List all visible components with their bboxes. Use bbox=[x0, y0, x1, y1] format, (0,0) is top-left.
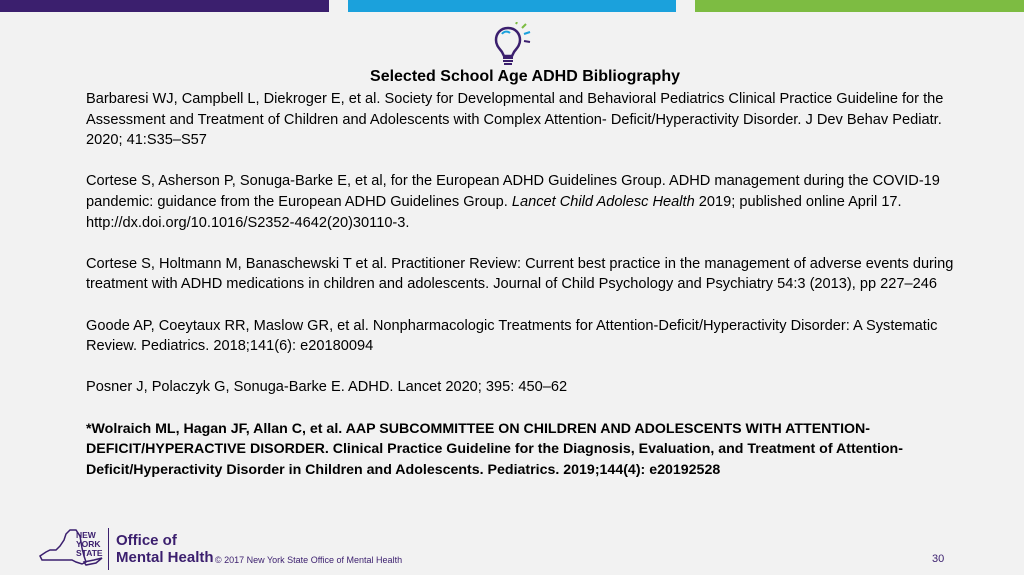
header-bar-blue bbox=[348, 0, 676, 12]
page-title: Selected School Age ADHD Bibliography bbox=[370, 68, 680, 85]
bibliography-entry: Barbaresi WJ, Campbell L, Diekroger E, et al. Society for Developmental and Behavioral Pediatrics Clinical Practice Guideline for the Assessment and Treatment of Children and Adolescents with Complex Attention- Deficit/Hyperactivity Disorder. J Dev Behav Pediatr. 2020; 41:S35–S57 bbox=[86, 91, 944, 149]
bibliography-entry-featured: *Wolraich ML, Hagan JF, Allan C, et al. AAP SUBCOMMITTEE ON CHILDREN AND ADOLESCENTS WITH ATTENTION-DEFICIT/HYPERACTIVE DISORDER. Clinical Practice Guideline for the Diagnosis, Evaluation, and Treatment of Attention-Deficit/Hyperactivity Disorder in Children and Adolescents. Pediatrics. 2019;144(4): e20192528 bbox=[86, 420, 903, 478]
entry-text: 2019; published online April 17. http://dx.doi.org/10.1016/S2352-4642(20)30110-3. bbox=[86, 193, 902, 231]
header-bar-green bbox=[695, 0, 1024, 12]
new-york-state-wordmark bbox=[76, 531, 103, 558]
page-number: 30 bbox=[932, 553, 945, 565]
bibliography-entry: Goode AP, Coeytaux RR, Maslow GR, et al. Nonpharmacologic Treatments for Attention-Deficit/Hyperactivity Disorder: A Systematic Review. Pediatrics. 2018;141(6): e20180094 bbox=[86, 317, 938, 355]
state-line: STATE bbox=[76, 548, 103, 558]
journal-name: Lancet Child Adolesc Health bbox=[511, 193, 695, 210]
state-line: NEW bbox=[76, 530, 96, 540]
bibliography-entry: Posner J, Polaczyk G, Sonuga-Barke E. ADHD. Lancet 2020; 395: 450–62 bbox=[86, 379, 568, 396]
office-line: Office of bbox=[116, 532, 177, 549]
lightbulb-brain-icon bbox=[494, 22, 534, 72]
footer-divider bbox=[108, 528, 109, 570]
header-bar-purple bbox=[0, 0, 329, 12]
copyright-notice: © 2017 New York State Office of Mental Health bbox=[215, 555, 403, 565]
bibliography-entry bbox=[86, 171, 976, 233]
office-line: Mental Health bbox=[116, 549, 214, 566]
bibliography-list bbox=[86, 89, 976, 501]
bibliography-entry: Cortese S, Holtmann M, Banaschewski T et al. Practitioner Review: Current best practice in the management of adverse events during treatment with ADHD medications in children and adolescents. Journal of Child Psychology and Psychiatry 54:3 (2013), pp 227–246 bbox=[86, 255, 954, 293]
office-logo-text bbox=[116, 532, 214, 566]
state-line: YORK bbox=[76, 539, 101, 549]
entry-text: Cortese S, Asherson P, Sonuga-Barke E, et al, for the European ADHD Guidelines Group. ADHD management during the COVID-19 pandemic: guidance from the European ADHD Guidelines Group. bbox=[86, 173, 940, 210]
